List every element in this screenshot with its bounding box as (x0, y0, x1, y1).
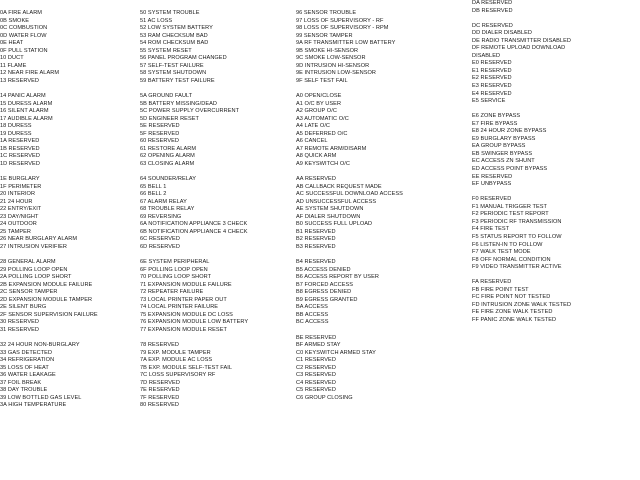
code-entry: 2B EXPANSION MODULE FAILURE (0, 281, 93, 288)
code-entry: FA RESERVED (472, 279, 512, 286)
code-entry: B2 RESERVED (296, 236, 336, 243)
code-entry: 54 ROM CHECKSUM BAD (140, 40, 209, 47)
code-entry: EC ACCESS ZN SHUNT (472, 158, 535, 165)
code-entry: 6E SYSTEM PERIPHERAL (140, 259, 210, 266)
group-spacer (0, 85, 98, 93)
code-entry: 72 REPEATER FAILURE (140, 289, 204, 296)
code-entry: 9F SELF TEST FAIL (296, 77, 348, 84)
code-entry: F3 PERIODIC RF TRANSMISSION (472, 218, 562, 225)
code-entry: 6F POLLING LOOP OPEN (140, 266, 208, 273)
code-entry: 3A HIGH TEMPERATURE (0, 402, 67, 409)
code-entry: 73 LOCAL PRINTER PAPER OUT (140, 296, 227, 303)
code-entry: E1 RESERVED (472, 67, 512, 74)
code-entry: E8 24 HOUR ZONE BYPASS (472, 128, 547, 135)
code-entry: 70 POLLING LOOP SHORT (140, 274, 212, 281)
code-entry: 66 BELL 2 (140, 191, 167, 198)
code-entry: C0 KEYSWITCH ARMED STAY (296, 349, 376, 356)
code-entry: E4 RESERVED (472, 90, 512, 97)
code-entry: C4 RESERVED (296, 379, 336, 386)
code-entry: 5B BATTERY MISSING/DEAD (140, 100, 217, 107)
code-entry: B0 SUCCESS FULL UPLOAD (296, 221, 373, 228)
group-spacer (140, 252, 248, 260)
code-entry: 62 OPENING ALARM (140, 153, 195, 160)
code-entry: AA RESERVED (296, 176, 336, 183)
code-entry: 19 DURESS (0, 130, 32, 137)
code-entry: 68 TROUBLE RELAY (140, 206, 195, 213)
code-entry: A9 KEYSWITCH O/C (296, 160, 350, 167)
code-entry: 38 DAY TROUBLE (0, 387, 48, 394)
code-entry: 9E INTRUSION LOW-SENSOR (296, 70, 376, 77)
code-entry: 56 PANEL PROGRAM CHANGED (140, 55, 227, 62)
code-entry: 6A NOTIFICATION APPLIANCE 3 CHECK (140, 221, 248, 228)
code-entry: FB FIRE POINT TEST (472, 286, 529, 293)
group-spacer (472, 272, 571, 280)
code-entry: 52 LOW SYSTEM BATTERY (140, 25, 213, 32)
code-entry: 9B SMOKE HI-SENSOR (296, 47, 359, 54)
code-column-4 (472, 0, 571, 325)
code-entry: B9 EGRESS GRANTED (296, 296, 358, 303)
code-entry: E3 RESERVED (472, 83, 512, 90)
code-entry: A4 LATE O/C (296, 123, 331, 130)
code-entry: 7C LOSS SUPERVISORY RF (140, 372, 216, 379)
code-entry: 61 RESTORE ALARM (140, 145, 197, 152)
code-entry: C3 RESERVED (296, 372, 336, 379)
code-entry: 58 SYSTEM SHUTDOWN (140, 70, 207, 77)
code-entry: FD INTRUSION ZONE WALK TESTED (472, 301, 572, 308)
code-entry: 2D EXPANSION MODULE TAMPER (0, 296, 93, 303)
code-entry: 60 RESERVED (140, 138, 179, 145)
code-entry: F4 FIRE TEST (472, 226, 510, 233)
code-entry: B1 RESERVED (296, 228, 336, 235)
code-entry: 5C POWER SUPPLY OVERCURRENT (140, 108, 240, 115)
group-spacer (472, 106, 571, 114)
group-spacer (140, 335, 248, 343)
code-entry: 26 NEAR BURGLARY ALARM (0, 236, 78, 243)
code-entry: 63 CLOSING ALARM (140, 160, 195, 167)
group-spacer (296, 327, 403, 335)
code-entry: E9 BURGLARY BYPASS (472, 135, 536, 142)
code-entry: 0C COMBUSTION (0, 25, 48, 32)
code-entry: 69 REVERSING (140, 213, 182, 220)
code-entry: F0 RESERVED (472, 196, 512, 203)
code-entry: 30 RESERVED (0, 319, 39, 326)
code-entry: B6 ACCESS REPORT BY USER (296, 274, 379, 281)
code-entry: A2 GROUP O/C (296, 108, 337, 115)
code-entry: E6 ZONE BYPASS (472, 113, 521, 120)
code-entry: 5E RESERVED (140, 123, 180, 130)
code-entry: BE RESERVED (296, 334, 337, 341)
code-column-1 (0, 10, 98, 410)
code-entry: AD UNSUCCESSFUL ACCESS (296, 198, 377, 205)
code-entry: 6B NOTIFICATION APPLIANCE 4 CHECK (140, 228, 248, 235)
code-entry: F9 VIDEO TRANSMITTER ACTIVE (472, 264, 562, 271)
code-entry: A1 O/C BY USER (296, 100, 342, 107)
code-entry: FC FIRE POINT NOT TESTED (472, 294, 551, 301)
code-entry: 0D WATER FLOW (0, 32, 47, 39)
code-entry: A7 REMOTE ARM/DISARM (296, 145, 367, 152)
code-entry: 11 FLAME (0, 62, 27, 69)
code-entry: F6 LISTEN-IN TO FOLLOW (472, 241, 543, 248)
group-spacer (296, 85, 403, 93)
code-entry: C2 RESERVED (296, 364, 336, 371)
code-entry: 5D ENGINEER RESET (140, 115, 199, 122)
group-spacer (140, 168, 248, 176)
code-entry: AE SYSTEM SHUTDOWN (296, 206, 364, 213)
code-entry: 23 DAY/NIGHT (0, 213, 39, 220)
code-entry: 7F RESERVED (140, 394, 180, 401)
code-entry: 7A EXP. MODULE AC LOSS (140, 357, 213, 364)
code-entry: 1A RESERVED (0, 138, 40, 145)
code-entry: 32 24 HOUR NON-BURGLARY (0, 342, 80, 349)
group-spacer (140, 85, 248, 93)
code-entry: 9C SMOKE LOW-SENSOR (296, 55, 366, 62)
code-entry: 21 24 HOUR (0, 198, 33, 205)
code-entry: 0B SMOKE (0, 17, 29, 24)
group-spacer (296, 252, 403, 260)
code-entry: 15 DURESS ALARM (0, 100, 53, 107)
code-entry: 16 SILENT ALARM (0, 108, 49, 115)
code-entry: 51 AC LOSS (140, 17, 173, 24)
code-entry: 57 SELF-TEST FAILURE (140, 62, 204, 69)
code-entry: A6 CANCEL (296, 138, 328, 145)
code-entry: F5 STATUS REPORT TO FOLLOW (472, 233, 562, 240)
code-entry: 22 ENTRY/EXIT (0, 206, 42, 213)
code-entry: 2C SENSOR TAMPER (0, 289, 58, 296)
code-entry: AC SUCCESSFUL DOWNLOAD ACCESS (296, 191, 403, 198)
code-entry: B3 RESERVED (296, 243, 336, 250)
code-entry: 29 POLLING LOOP OPEN (0, 266, 68, 273)
code-entry: 5A GROUND FAULT (140, 93, 193, 100)
code-entry: B4 RESERVED (296, 259, 336, 266)
code-column-3 (296, 10, 403, 402)
code-entry: BC ACCESS (296, 319, 329, 326)
code-entry: 37 FOIL BREAK (0, 379, 42, 386)
code-entry: 79 EXP. MODULE TAMPER (140, 349, 211, 356)
code-entry: 0E HEAT (0, 40, 24, 47)
code-entry: 13 RESERVED (0, 77, 39, 84)
code-entry: 1B RESERVED (0, 145, 40, 152)
code-entry: DD DIALER DISABLED (472, 30, 532, 37)
code-entry: F1 MANUAL TRIGGER TEST (472, 203, 547, 210)
code-entry: 2F SENSOR SUPERVISION FAILURE (0, 311, 98, 318)
code-entry: 18 DURESS (0, 123, 32, 130)
code-entry: 77 EXPANSION MODULE RESET (140, 326, 227, 333)
code-entry: BB ACCESS (296, 311, 329, 318)
code-entry: 76 EXPANSION MODULE LOW BATTERY (140, 319, 249, 326)
code-entry: C5 RESERVED (296, 387, 336, 394)
code-entry: 75 EXPANSION MODULE DC LOSS (140, 311, 233, 318)
code-entry: BF ARMED STAY (296, 342, 341, 349)
code-entry: FE FIRE ZONE WALK TESTED (472, 309, 553, 316)
code-entry: 74 LOCAL PRINTER FAILURE (140, 304, 219, 311)
code-entry: 7B EXP. MODULE SELF-TEST FAIL (140, 364, 233, 371)
code-entry: 97 LOSS OF SUPERVISORY - RF (296, 17, 384, 24)
code-entry: A5 DEFERRED O/C (296, 130, 348, 137)
code-entry: 65 BELL 1 (140, 183, 167, 190)
code-entry: 17 AUDIBLE ALARM (0, 115, 53, 122)
code-entry: 14 PANIC ALARM (0, 93, 46, 100)
code-entry: 6D RESERVED (140, 243, 180, 250)
group-spacer (472, 15, 571, 23)
code-entry: 28 GENERAL ALARM (0, 259, 56, 266)
code-entry: 2A POLLING LOOP SHORT (0, 274, 72, 281)
code-entry: DA RESERVED (472, 0, 513, 6)
code-entry: EE RESERVED (472, 173, 513, 180)
code-entry: 71 EXPANSION MODULE FAILURE (140, 281, 232, 288)
code-entry: E2 RESERVED (472, 75, 512, 82)
code-entry: A0 OPEN/CLOSE (296, 93, 342, 100)
code-entry: B5 ACCESS DENIED (296, 266, 351, 273)
code-entry: 34 REFRIGERATION (0, 357, 55, 364)
code-entry: E5 SERVICE (472, 98, 506, 105)
code-entry: F8 OFF NORMAL CONDITION (472, 256, 551, 263)
code-entry: 31 RESERVED (0, 326, 39, 333)
code-entry: B7 FORCED ACCESS (296, 281, 354, 288)
code-entry: 64 SOUNDER/RELAY (140, 176, 197, 183)
code-entry: 99 SENSOR TAMPER (296, 32, 353, 39)
code-entry: 2E SILENT BURG (0, 304, 47, 311)
code-entry: 9A RF TRANSMITTER LOW BATTERY (296, 40, 396, 47)
group-spacer (296, 168, 403, 176)
code-entry: 35 LOSS OF HEAT (0, 364, 49, 371)
code-entry: 9D INTRUSION HI-SENSOR (296, 62, 370, 69)
code-entry: 10 DUCT (0, 55, 24, 62)
code-entry: DB RESERVED (472, 7, 513, 14)
code-entry: 33 GAS DETECTED (0, 349, 53, 356)
code-entry: A3 AUTOMATIC O/C (296, 115, 349, 122)
code-entry: 1F PERIMETER (0, 183, 42, 190)
code-entry: E0 RESERVED (472, 60, 512, 67)
code-entry: DC RESERVED (472, 22, 513, 29)
code-entry: 1C RESERVED (0, 153, 40, 160)
code-entry: 67 ALARM RELAY (140, 198, 187, 205)
code-entry: DISABLED (472, 52, 501, 59)
code-entry: 39 LOW BOTTLED GAS LEVEL (0, 394, 82, 401)
code-column-2 (140, 10, 248, 410)
code-entry: EA GROUP BYPASS (472, 143, 526, 150)
code-entry: 80 RESERVED (140, 402, 179, 409)
code-entry: E7 FIRE BYPASS (472, 120, 518, 127)
code-entry: 20 INTERIOR (0, 191, 36, 198)
code-entry: 1D RESERVED (0, 160, 40, 167)
code-entry: FF PANIC ZONE WALK TESTED (472, 316, 557, 323)
code-entry: AB CALLBACK REQUEST MADE (296, 183, 382, 190)
code-entry: 36 WATER LEAKAGE (0, 372, 56, 379)
code-entry: F2 PERIODIC TEST REPORT (472, 211, 549, 218)
code-entry: 5F RESERVED (140, 130, 180, 137)
code-entry: C1 RESERVED (296, 357, 336, 364)
code-entry: B8 EGRESS DENIED (296, 289, 352, 296)
code-entry: AF DIALER SHUTDOWN (296, 213, 361, 220)
code-entry: 25 TAMPER (0, 228, 32, 235)
code-entry: 7E RESERVED (140, 387, 180, 394)
group-spacer (0, 335, 98, 343)
code-entry: 6C RESERVED (140, 236, 180, 243)
group-spacer (472, 189, 571, 197)
group-spacer (0, 252, 98, 260)
code-entry: 78 RESERVED (140, 342, 179, 349)
code-entry: 50 SYSTEM TROUBLE (140, 10, 200, 16)
code-entry: 59 BATTERY TEST FAILURE (140, 77, 215, 84)
code-entry: 98 LOSS OF SUPERVISORY - RPM (296, 25, 389, 32)
code-entry: DF REMOTE UPLOAD DOWNLOAD (472, 45, 566, 52)
code-entry: 1E BURGLARY (0, 176, 40, 183)
code-entry: EB SWINGER BYPASS (472, 150, 533, 157)
code-entry: C6 GROUP CLOSING (296, 394, 353, 401)
code-entry: 27 INTRUSION VERIFIER (0, 243, 67, 250)
code-entry: A8 QUICK ARM (296, 153, 337, 160)
code-entry: 53 RAM CHECKSUM BAD (140, 32, 208, 39)
code-entry: BA ACCESS (296, 304, 328, 311)
code-entry: DE RADIO TRANSMITTER DISABLED (472, 37, 571, 44)
code-entry: ED ACCESS POINT BYPASS (472, 166, 548, 173)
code-entry: 0A FIRE ALARM (0, 10, 42, 16)
group-spacer (0, 168, 98, 176)
code-entry: 12 NEAR FIRE ALARM (0, 70, 60, 77)
code-entry: 0F PULL STATION (0, 47, 48, 54)
code-entry: 55 SYSTEM RESET (140, 47, 192, 54)
code-entry: 24 OUTDOOR (0, 221, 37, 228)
code-entry: EF UNBYPASS (472, 181, 512, 188)
code-entry: 96 SENSOR TROUBLE (296, 10, 357, 16)
code-entry: F7 WALK TEST MODE (472, 249, 531, 256)
code-entry: 7D RESERVED (140, 379, 180, 386)
